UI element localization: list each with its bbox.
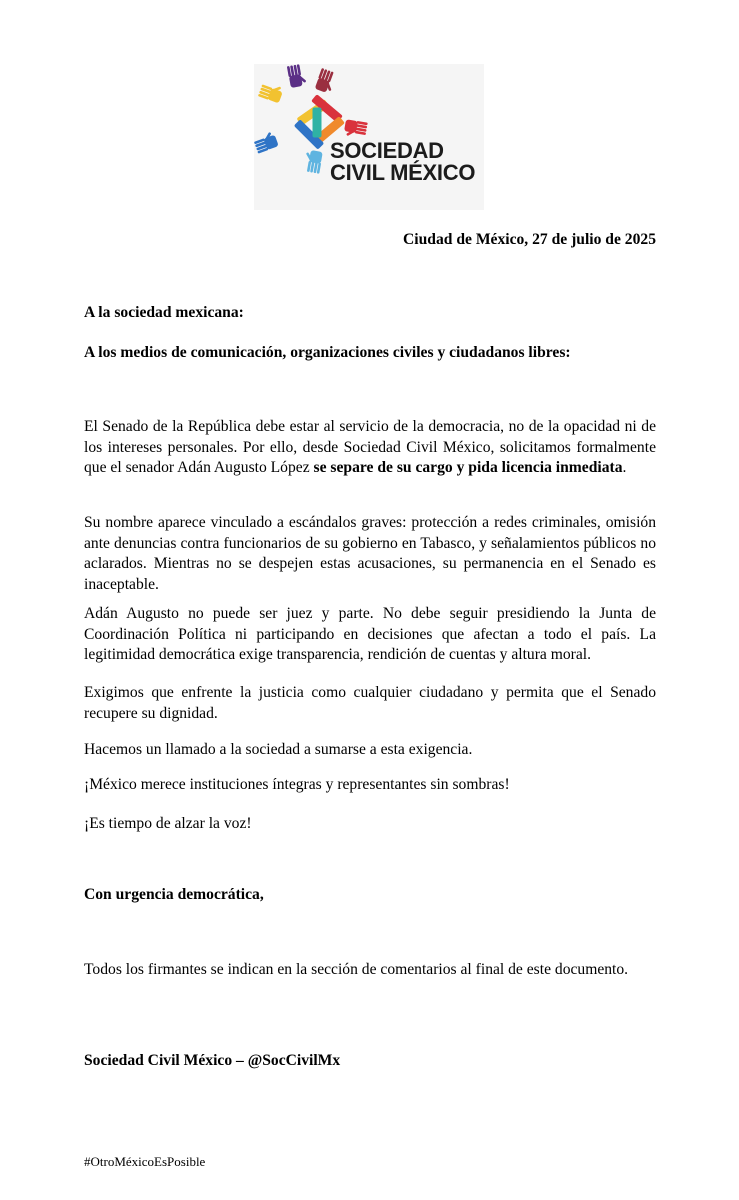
hand-purple-icon <box>287 64 307 88</box>
hashtag: #OtroMéxicoEsPosible <box>84 1154 206 1169</box>
hand-yellow-icon <box>258 80 284 103</box>
logo-text-line2: CIVIL MÉXICO <box>330 160 476 185</box>
organization-logo <box>254 64 484 210</box>
paragraph-1 <box>84 417 656 479</box>
hand-blue-icon <box>254 130 279 153</box>
closing-line: Con urgencia democrática, <box>84 886 264 903</box>
paragraph-7: ¡Es tiempo de alzar la voz! <box>84 815 252 832</box>
hand-red-icon <box>343 119 368 139</box>
paragraph-3: Adán Augusto no puede ser juez y parte. No debe seguir presidiendo la Junta de Coordinación Política ni participando en decisiones que afectan a todo el país. La legitimidad democrática exige transparencia, rendición de cuentas y altura moral. <box>84 605 656 663</box>
document-date: Ciudad de México, 27 de julio de 2025 <box>403 231 656 248</box>
signature: Sociedad Civil México – @SocCivilMx <box>84 1052 341 1069</box>
paragraph-1-emphasis: se separe de su cargo y pida licencia inmediata <box>313 459 623 476</box>
greeting-media: A los medios de comunicación, organizaciones civiles y ciudadanos libres: <box>84 344 571 361</box>
hand-lightblue-icon <box>303 149 323 174</box>
logo-bar-teal <box>313 108 322 138</box>
paragraph-1-end: . <box>622 459 627 476</box>
paragraph-5: Hacemos un llamado a la sociedad a sumarse a esta exigencia. <box>84 741 473 758</box>
paragraph-1-text: El Senado de la República debe estar al servicio de la democracia, no de la opacidad ni de los intereses personales. Por ello, desde Sociedad Civil México, solicitamos formalmente que el senador Adán Augusto López <box>84 418 656 476</box>
hands-logo-icon <box>254 64 484 210</box>
paragraph-4: Exigimos que enfrente la justicia como cualquier ciudadano y permita que el Senado recupere su dignidad. <box>84 684 656 722</box>
paragraph-6: ¡México merece instituciones íntegras y representantes sin sombras! <box>84 776 510 793</box>
signatories-note: Todos los firmantes se indican en la sección de comentarios al final de este documento. <box>84 961 629 978</box>
logo-text-line1: SOCIEDAD <box>330 138 444 163</box>
paragraph-2: Su nombre aparece vinculado a escándalos graves: protección a redes criminales, omisión ante denuncias contra funcionarios de su gobierno en Tabasco, y señalamientos públicos no aclarados. Mientras no se despejen estas acusaciones, su permanencia en el Senado es inaceptable. <box>84 514 656 593</box>
hand-wine-icon <box>314 68 337 94</box>
greeting-society: A la sociedad mexicana: <box>84 304 244 321</box>
